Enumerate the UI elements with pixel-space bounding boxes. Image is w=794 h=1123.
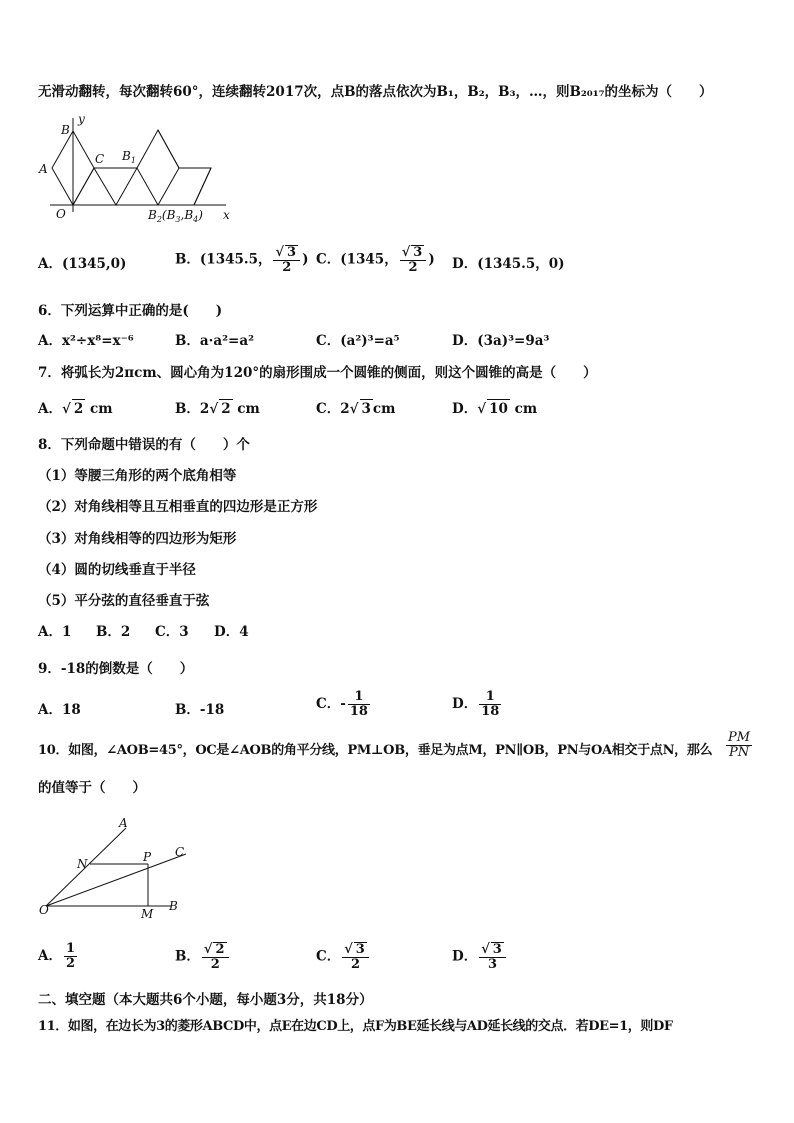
q5-figure: [36, 112, 246, 227]
q9-stem: 9．-18的倒数是（ ）: [38, 661, 194, 677]
q6-stem: 6．下列运算中正确的是( ): [38, 303, 223, 319]
section-heading: 二、填空题（本大题共6个小题，每小题3分，共18分）: [38, 992, 373, 1008]
q10-label-B: B: [169, 899, 178, 913]
q5-label-x: x: [223, 208, 230, 222]
q8-stem: 8．下列命题中错误的有（ ）个: [38, 437, 250, 453]
q7-option-c: C．2√ 3 cm: [316, 401, 396, 417]
q8-item: （1）等腰三角形的两个底角相等: [38, 468, 237, 484]
q11-stem: 11．如图，在边长为3的菱形ABCD中，点E在边CD上，点F为BE延长线与AD延长线的交点．若DE=1，则DF: [38, 1019, 673, 1034]
q10-option-b: B． $\frac{√ 2}{2}$: [175, 942, 231, 972]
q8-item: （5）平分弦的直径垂直于弦: [38, 593, 210, 609]
q5-option-a: A．(1345,0): [38, 256, 127, 272]
q8-option-a: A．1: [38, 624, 72, 640]
q5-option-c: C．(1345， $\frac{√ 3}{2}$ ): [316, 245, 435, 275]
q5-label-C: C: [95, 152, 105, 166]
q9-option-b: B．-18: [175, 702, 225, 718]
q10-option-d: D． $\frac{√ 3}{3}$: [452, 942, 508, 972]
q7-stem: 7．将弧长为2πcm、圆心角为120°的扇形围成一个圆锥的侧面，则这个圆锥的高是（ ）: [38, 365, 597, 381]
q5-label-O: O: [56, 207, 66, 221]
q6-option-c: C．(a²)³=a⁵: [316, 333, 400, 349]
q10-label-A: A: [119, 816, 128, 830]
q8-item: （4）圆的切线垂直于半径: [38, 562, 196, 578]
q9-option-d: D． $\frac{1}{18}$: [452, 689, 500, 719]
q8-option-c: C．3: [155, 624, 189, 640]
q10-label-C: C: [175, 845, 185, 859]
q10-label-P: P: [143, 850, 152, 864]
q5-label-A: A: [39, 162, 48, 176]
q6-option-d: D．(3a)³=9a³: [452, 333, 550, 349]
q5-label-y: y: [78, 112, 85, 126]
q7-option-b: B．2√ 2 cm: [175, 401, 260, 417]
q8-item: （2）对角线相等且互相垂直的四边形是正方形: [38, 499, 318, 515]
q6-option-a: A．x²÷x⁸=x⁻⁶: [38, 333, 134, 349]
q5-stem: 无滑动翻转，每次翻转60°，连续翻转2017次，点B的落点依次为B₁，B₂，B₃，…，则B₂₀₁₇的坐标为（ ）: [38, 84, 713, 100]
q5-label-B1: $B_1$: [122, 149, 136, 165]
q5-option-d: D．(1345.5，0): [452, 256, 565, 272]
q10-label-O: O: [39, 903, 49, 917]
q10-figure: [36, 814, 196, 924]
q5-label-B: B: [61, 123, 70, 137]
q7-option-d: D．√ 10 cm: [452, 401, 538, 417]
q10-fraction: $\frac{PM}{PN}$: [728, 730, 751, 760]
q9-option-c: C．- $\frac{1}{18}$: [316, 689, 368, 719]
q7-option-a: A．√ 2 cm: [38, 401, 113, 417]
q10-stem: 10．如图，∠AOB=45°，OC是∠AOB的角平分线，PM⊥OB，垂足为点M，PN∥OB，PN与OA相交于点N，那么: [38, 743, 713, 758]
q5-option-b: B．(1345.5， $\frac{√ 3}{2}$ ): [175, 245, 309, 275]
q10-option-a: A． $\frac{1}{2}$: [38, 941, 76, 971]
q8-option-b: B．2: [96, 624, 131, 640]
q10-label-N: N: [77, 857, 88, 871]
q8-item: （3）对角线相等的四边形为矩形: [38, 531, 237, 547]
q8-option-d: D．4: [214, 624, 249, 640]
q5-label-B2: $B_2(B_3,B_4)$: [148, 208, 203, 224]
q9-option-a: A．18: [38, 702, 81, 718]
q6-option-b: B．a·a²=a²: [175, 333, 254, 349]
q10-option-c: C． $\frac{√ 3}{2}$: [316, 942, 371, 972]
q10-label-M: M: [141, 907, 154, 921]
q10-stem-continued: 的值等于（ ）: [38, 780, 146, 796]
